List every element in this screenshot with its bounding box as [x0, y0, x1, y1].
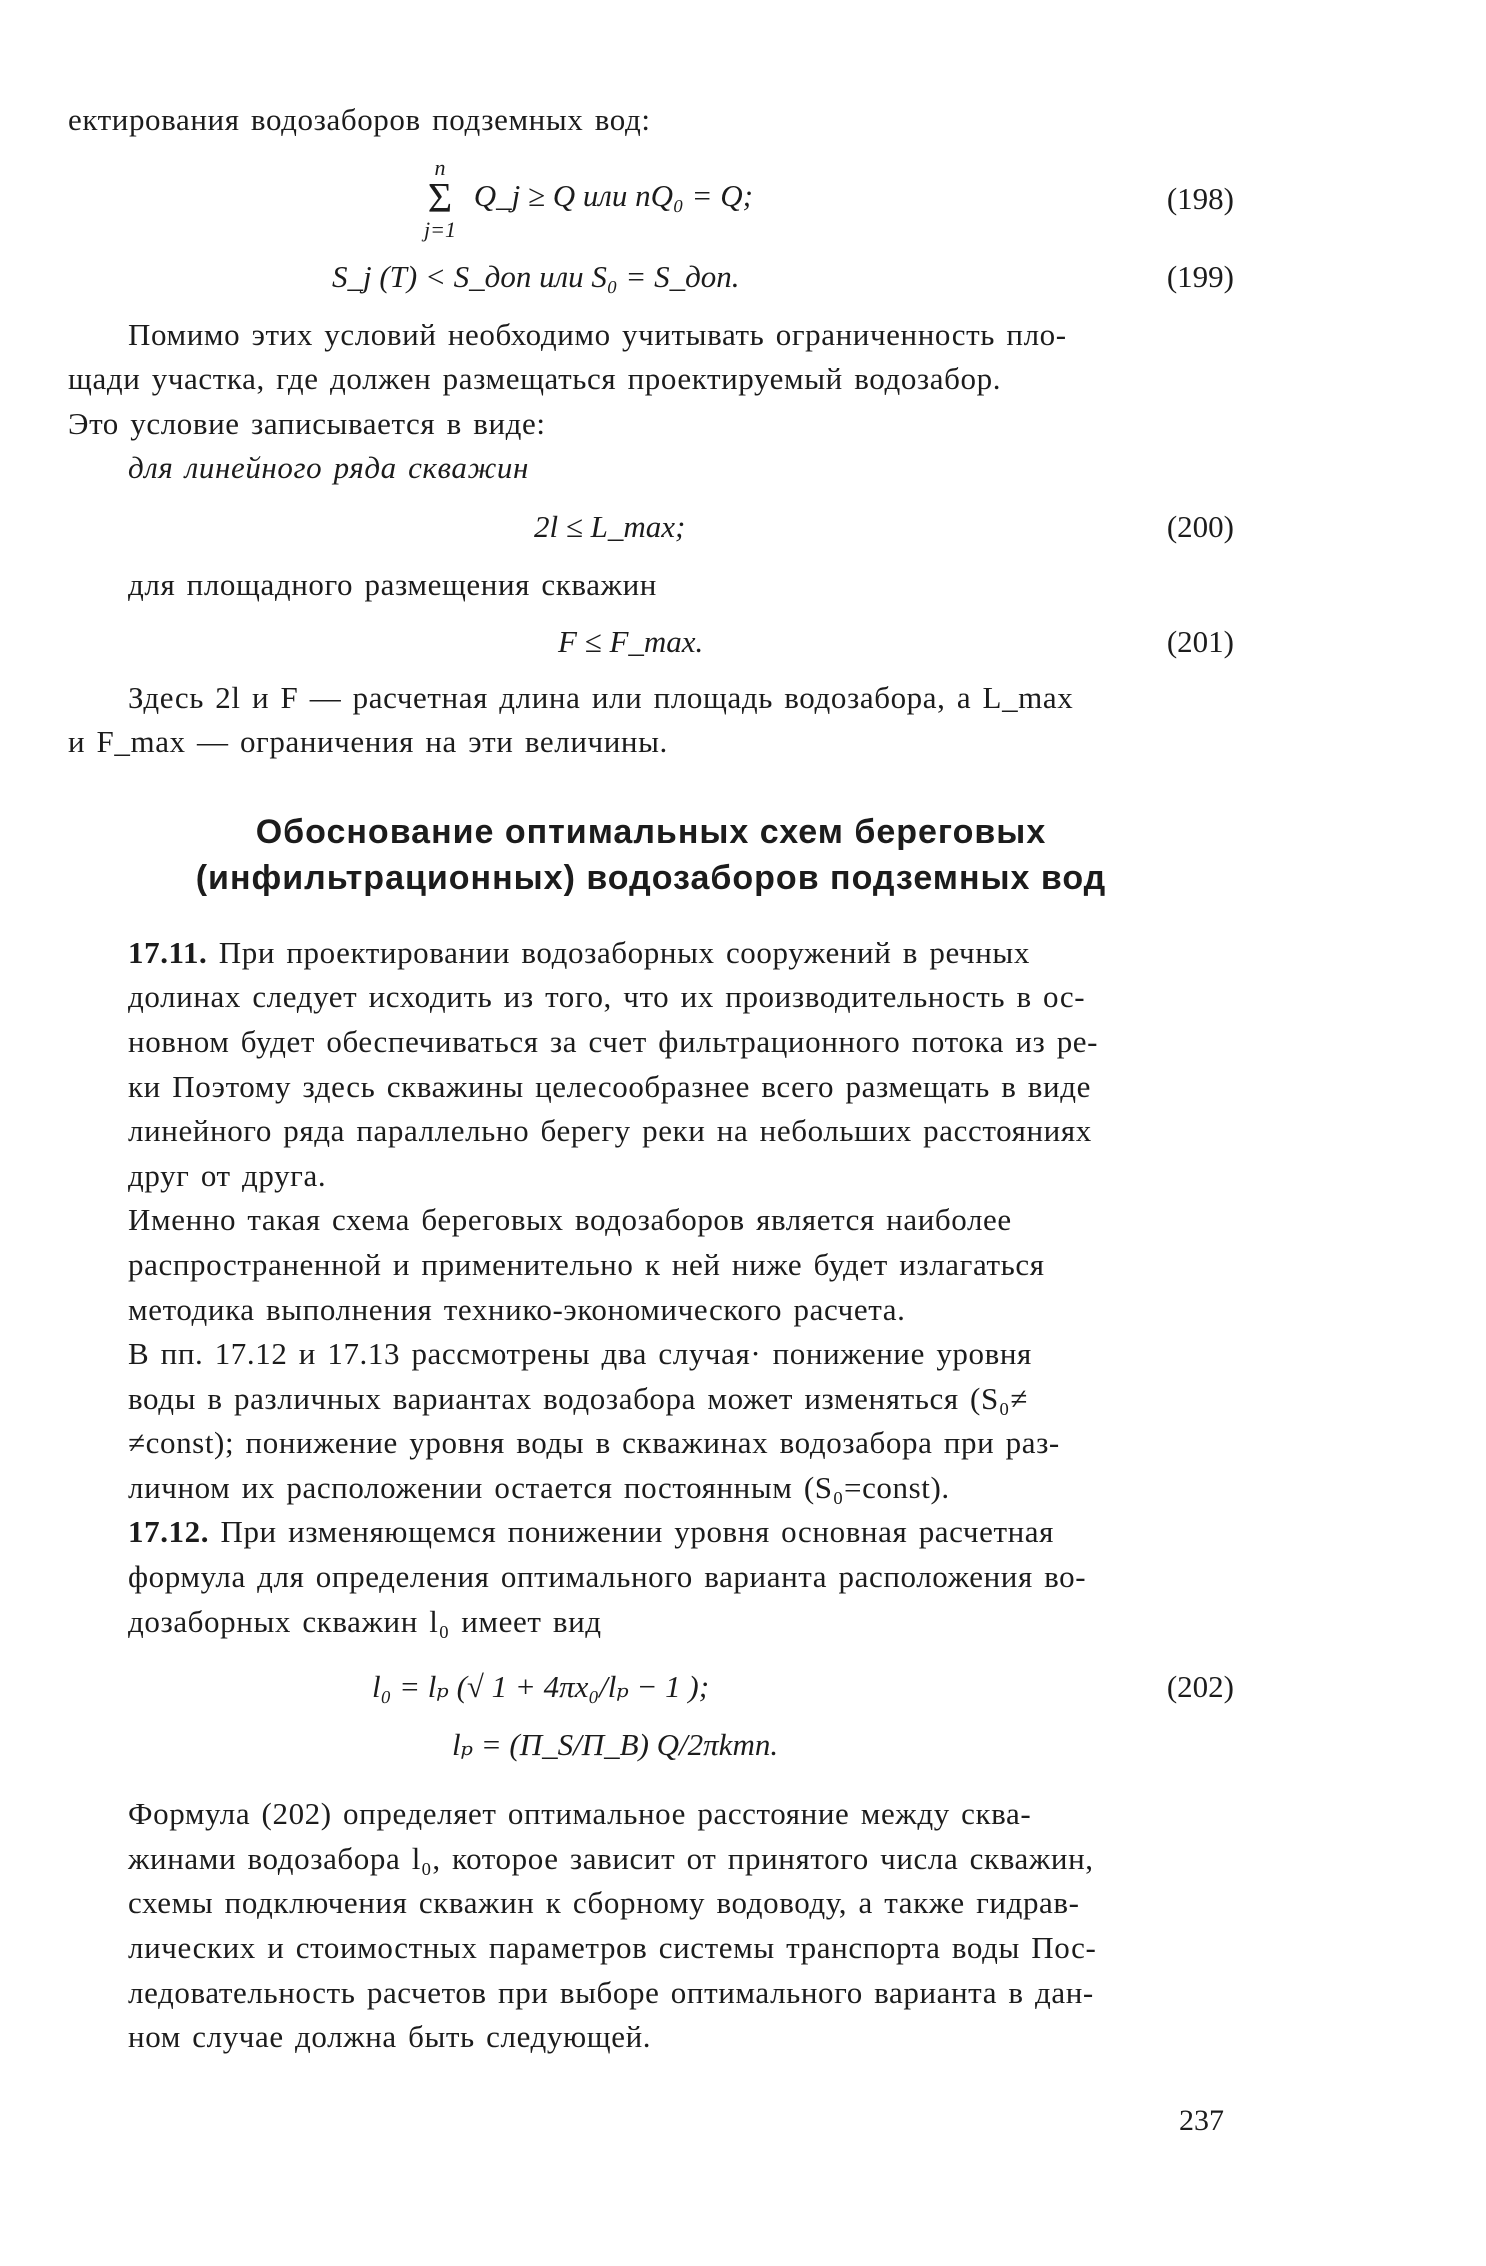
paragraph-formula: Формула (202) определяет оптимальное расстояние между сква- жинами водозабора l₀, которое зависит от принятого числа скважин, схемы подключения скважин к сборному водоводу, а также гидрав- лических и стоимостных параметров системы транспорта воды Пос- ледовательность расчетов при выборе оптимального варианта в дан- ном случае должна быть следующей.: [128, 1796, 1097, 2055]
page-body: [68, 98, 1234, 2060]
section-number-17-11: 17.11.: [128, 934, 208, 970]
paragraph-here: Здесь 2l и F — расчетная длина или площадь водозабора, а L_max и F_max — ограничения на эти величины.: [68, 679, 1074, 760]
equation-198-body: n Σ j=1 Q_j ≥ Q или nQ₀ = Q;: [424, 154, 753, 242]
equation-202-second-line-body: lₚ = (Π_S/Π_B) Q/2πkmn.: [452, 1727, 779, 1763]
equation-200: [68, 491, 1234, 563]
section-number-17-12: 17.12.: [128, 1514, 210, 1550]
equation-201-number: (201): [1166, 623, 1234, 659]
intro-line: ектирования водозаборов подземных вод:: [68, 102, 651, 137]
paragraph-17-12: 17.12. При изменяющемся понижении уровня основная расчетная формула для определения оптимального варианта расположения во- дозаборных скважин l₀ имеет вид: [128, 1514, 1087, 1639]
equation-200-body: 2l ≤ L_max;: [534, 508, 686, 544]
equation-198-number: (198): [1166, 180, 1234, 216]
equation-201-body: F ≤ F_max.: [558, 623, 704, 659]
section-heading: Обоснование оптимальных схем береговых (инфильтрационных) водозаборов подземных вод: [195, 812, 1107, 897]
equation-202-body: l₀ = lₚ (√ 1 + 4πx₀/lₚ − 1 );: [372, 1669, 710, 1705]
paragraph-cases: В пп. 17.12 и 17.13 рассмотрены два случая· понижение уровня воды в различных вариантах водозабора может изменяться (S₀≠ ≠const); понижение уровня воды в скважинах водозабора при раз- личном их расположении остается постоянным (S₀=const).: [128, 1336, 1060, 1505]
page-number: 237: [1179, 2104, 1224, 2137]
equation-199: [68, 247, 1234, 307]
equation-198: [68, 151, 1234, 247]
label-areal-placement: для площадного размещения скважин: [128, 566, 657, 602]
label-linear-row: для линейного ряда скважин: [128, 450, 529, 486]
equation-202: [68, 1654, 1234, 1720]
equation-199-number: (199): [1166, 258, 1234, 294]
equation-201: [68, 608, 1234, 676]
equation-202-number: (202): [1166, 1669, 1234, 1705]
summation-symbol: n Σ j=1: [424, 154, 456, 242]
paragraph-conditions: Помимо этих условий необходимо учитывать ограниченность пло- щади участка, где должен размещаться проектируемый водозабор. Это условие записывается в виде:: [68, 316, 1067, 441]
equation-199-body: S_j (T) < S_доп или S₀ = S_доп.: [332, 258, 740, 294]
paragraph-17-11: 17.11. При проектировании водозаборных сооружений в речных долинах следует исходить из того, что их производительность в ос- новном будет обеспечиваться за счет фильтрационного потока из ре- ки Поэтому здесь скважины целесообразнее всего размещать в виде линейного ряда параллельно берегу реки на небольших расстояниях друг от друга.: [128, 934, 1099, 1193]
paragraph-scheme: Именно такая схема береговых водозаборов является наиболее распространенной и применительно к ней ниже будет излагаться методика выполнения технико-экономического расчета.: [128, 1202, 1045, 1327]
equation-202-second-line: [68, 1720, 1234, 1770]
equation-200-number: (200): [1166, 508, 1234, 544]
